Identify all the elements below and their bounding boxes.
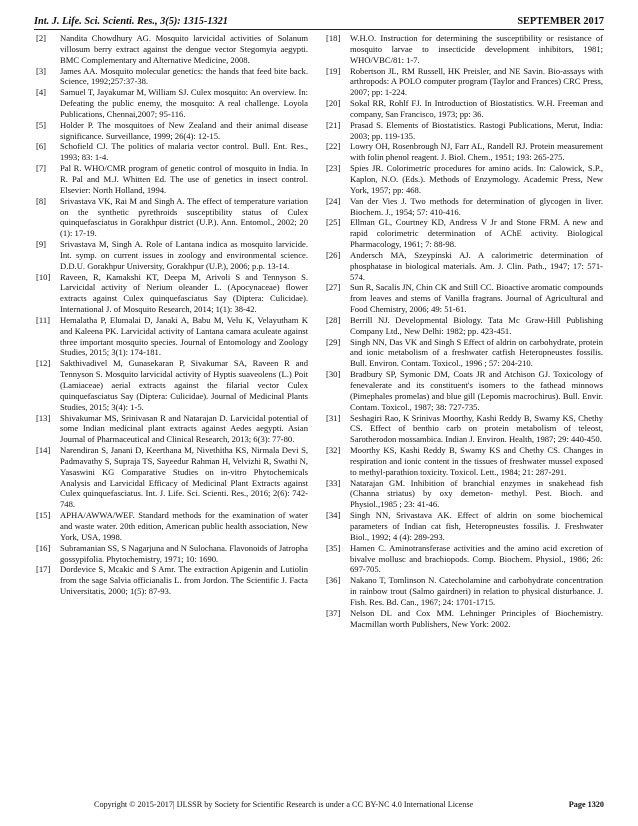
reference-number: [5] — [36, 119, 47, 130]
reference-text: Schofield CJ. The politics of malaria vector control. Bull. Ent. Res., 1993; 83: 1-4. — [60, 141, 308, 163]
reference-number: [4] — [36, 87, 47, 98]
reference-number: [25] — [326, 217, 341, 228]
reference-text: Spies JR. Colorimetric procedures for amino acids. In: Calowick, S.P., Kaplon, N.O. (Eds.). Methods of Enzymology. Academic Press, New York, 1957; pp: 468. — [350, 163, 603, 195]
reference-text: Samuel T, Jayakumar M, William SJ. Culex mosquito: An overview. In: Defeating the public enemy, the mosquito: A real challenge. Loyola Publications, Chennai,2007; 95-116. — [60, 87, 308, 119]
reference-text: Dordevice S, Mcakic and S Amr. The extraction Apigenin and Lutiolin from the sage Salvia officianalis L. from Jordon. The Scientific J. Facta Universitatis, 2000; 1(5): 87-93. — [60, 564, 308, 597]
reference-text: Bradbury SP, Symonic DM, Coats JR and Atchison GJ. Toxicology of fenevalerate and its constituent's isomers to the fathead minnows (Pimephales promelas) and blue gill (Lepomis macrochirus). Bull. Envir. Contam. Toxicol., 1987; 38: 727-735. — [350, 369, 603, 412]
reference-item — [326, 98, 603, 120]
reference-text: Pal R. WHO/CMR program of genetic control of mosquito in India. In R. Pal and M.J. Whitten Ed. The use of genetics in insect control. Elsevier: North Holland, 1994. — [60, 163, 308, 195]
reference-item — [326, 315, 603, 337]
reference-number: [6] — [36, 141, 47, 152]
reference-number: [13] — [36, 412, 51, 423]
reference-number: [21] — [326, 119, 341, 130]
reference-item — [326, 445, 603, 478]
reference-text: Sakthivadivel M, Gunasekaran P, Sivakumar SA, Raveen R and Tennyson S. Mosquito larvicidal activity of Hyptis suaveolens (L.) Poit (Lamiaceae) aerial extracts against the filarial vector Culex quinquefasciatus Say (Diptera: Culicidae). Journal of Medicinal Plants Studies, 2015; 3(4): 1-5. — [60, 358, 308, 412]
reference-number: [19] — [326, 65, 341, 76]
reference-text: Sokal RR, Rohlf FJ. In Introduction of Biostatistics. W.H. Freeman and company, San Francisco, 1973; pp: 36. — [350, 98, 603, 119]
reference-text: Moorthy KS, Kashi Reddy B, Swamy KS and Chethy CS. Changes in respiration and ionic content in the tissues of freshwater mussel exposed to methyl-parathion toxicity. Toxicol. Lett., 1984; 21: 287-291. — [350, 445, 603, 477]
reference-number: [29] — [326, 336, 341, 347]
issue-date: SEPTEMBER 2017 — [517, 16, 604, 27]
reference-item — [326, 575, 603, 608]
reference-item — [36, 358, 308, 412]
reference-number: [36] — [326, 575, 341, 586]
reference-item — [36, 315, 308, 358]
reference-number: [18] — [326, 33, 341, 43]
references-left-column — [36, 33, 308, 597]
reference-text: Subramanian SS, S Nagarjuna and N Sulochana. Flavonoids of Jatropha gossypifolia. Phytochemistry, 1971; 10: 1690. — [60, 542, 308, 564]
reference-number: [37] — [326, 607, 341, 618]
reference-text: W.H.O. Instruction for determining the susceptibility or resistance of mosquito larvae to insecticide development inhibitors, 1981; WHO/VBC/81: 1-7. — [350, 33, 603, 65]
reference-number: [8] — [36, 195, 47, 206]
reference-number: [26] — [326, 249, 341, 260]
reference-item — [326, 141, 603, 163]
reference-number: [34] — [326, 510, 341, 521]
reference-text: Raveen, R, Kamakshi KT, Deepa M, Arivoli S and Tennyson S. Larvicidal activity of Nerium oleander L. (Apocynaceae) flower extracts against Culex quinquefasciatus Say (Diptera: Culicidae). International J. of Mosquito Research, 2014; 1(1): 38-42. — [60, 271, 308, 315]
reference-item — [326, 282, 603, 315]
reference-item — [326, 478, 603, 511]
reference-text: Singh NN, Das VK and Singh S Effect of aldrin on carbohydrate, protein and ionic metabolism of a freshwater catfish Heteropneustes fossilis. Bull. Environ. Contam. Toxicol., 1996 ; 57: 204-210. — [350, 336, 603, 369]
reference-number: [27] — [326, 282, 341, 293]
reference-number: [30] — [326, 369, 341, 380]
reference-text: Ellman GL, Courtney KD, Andress V Jr and Stone FRM. A new and rapid colorimetric determination of AChE activity. Biological Pharmacology, 1961; 7: 88-98. — [350, 217, 603, 250]
reference-item — [36, 272, 308, 315]
reference-text: Seshagiri Rao, K Srinivas Moorthy, Kashi Reddy B, Swamy KS, Chethy CS. Effect of benthio carb on protein metabolism of teleost, Sarotherodon mossambica. Indian J. Environ. Health, 1987; 29: 440-450. — [350, 412, 603, 445]
reference-number: [31] — [326, 412, 341, 423]
reference-text: Srivastava M, Singh A. Role of Lantana indica as mosquito larvicide. Int. symp. on current issues in zoology and environmental science. D.D.U. Gorakhpur University, Gorakhpur (U.P.), 2006; p.p. 13-14. — [60, 239, 308, 271]
references-right-column — [326, 33, 603, 629]
reference-number: [33] — [326, 477, 341, 488]
reference-text: Shivakumar MS, Srinivasan R and Natarajan D. Larvicidal potential of some Indian medicinal plant extracts against Aedes aegypti. Asian Journal of Pharmaceutical and Clinical Research, 2013; 6(3): 77-80. — [60, 412, 308, 445]
reference-item — [326, 543, 603, 576]
reference-number: [11] — [36, 314, 50, 325]
page-footer — [34, 800, 604, 812]
reference-item — [326, 66, 603, 99]
reference-number: [23] — [326, 163, 341, 174]
reference-item — [36, 196, 308, 239]
reference-text: Berrill NJ. Developmental Biology. Tata Mc Graw-Hill Publishing Company Ltd., New Delhi: 1982; pp. 423-451. — [350, 314, 603, 336]
reference-item — [36, 564, 308, 597]
reference-text: Holder P. The mosquitoes of New Zealand and their animal disease significance. Surveillance, 1999; 26(4): 12-15. — [60, 119, 308, 141]
reference-item — [326, 33, 603, 66]
reference-text: Srivastava VK, Rai M and Singh A. The effect of temperature variation on the synthetic pyrethroids susceptibility status of Culex quinquefasciatus in Gorakhpur district (U.P.). Ann. Entomol., 2002; 20 (1): 17-19. — [60, 195, 308, 239]
reference-text: Prasad S. Elements of Biostatistics. Rastogi Publications, Merut, India: 2003; pp. 119-135. — [350, 119, 603, 141]
reference-item — [326, 369, 603, 412]
reference-item — [326, 510, 603, 543]
reference-text: APHA/AWWA/WEF. Standard methods for the examination of water and waste water. 20th edition, American public health association, New York, USA, 1998. — [60, 510, 308, 542]
reference-item — [326, 337, 603, 370]
reference-item — [36, 33, 308, 66]
reference-text: Hemalatha P, Elumalai D, Janaki A, Babu M, Velu K, Velayutham K and Kaleena PK. Larvicidal activity of Lantana camara aculeate against three important mosquito species. Journal of Entomology and Zoology Studies, 2015; 3(1): 174-181. — [60, 314, 308, 358]
reference-number: [32] — [326, 445, 341, 456]
reference-item — [36, 413, 308, 446]
reference-number: [16] — [36, 542, 51, 553]
reference-text: Nakano T, Tomlinson N. Catecholamine and carbohydrate concentration in rainbow trout (Salmo gairdneri) in relation to physical disturbance. J. Fish. Res. Bd. Can., 1967; 24: 1701-1715. — [350, 575, 603, 607]
reference-item — [326, 217, 603, 250]
page-number: Page 1320 — [568, 800, 604, 809]
reference-number: [24] — [326, 195, 341, 206]
reference-text: Nelson DL and Cox MM. Lehninger Principles of Biochemistry. Macmillan worth Publishers, New York: 2002. — [350, 607, 603, 629]
reference-item — [36, 87, 308, 120]
reference-item — [326, 608, 603, 630]
reference-text: Narendiran S, Janani D, Keerthana M, Nivethitha KS, Nirmala Devi S, Padmavathy S, Supraja TS, Sayeedur Rahman H, Velvizhi R, Swathi N, Yasaswini KG Comparative Studies on in-vitro Phytochemicals Analysis and Larvicidal Efficacy of Medicinal Plant Extracts against Culex quinquefasciatus. Int. J. Life. Sci. Scienti. Res., 2016; 2(6): 742-748. — [60, 445, 308, 510]
reference-text: Andersch MA, Szeypinski AJ. A calorimetric determination of phosphatase in biological materials. Am. J. Clin. Path., 1947; 17: 571-574. — [350, 249, 603, 282]
reference-number: [17] — [36, 564, 51, 575]
copyright-notice: Copyright © 2015-2017| IJLSSR by Society for Scientific Research is under a CC BY-NC 4.0 International License — [94, 800, 474, 809]
reference-text: Sun R, Sacalis JN, Chin CK and Still CC. Bioactive aromatic compounds from leaves and stems of Vanilla fragrans. Journal of Agricultural and Food Chemistry, 2006; 49: 51-61. — [350, 282, 603, 315]
reference-item — [36, 543, 308, 565]
reference-item — [326, 196, 603, 218]
reference-text: James AA. Mosquito molecular genetics: the hands that feed bite back. Science, 1992;257:37-38. — [60, 65, 308, 87]
reference-item — [36, 141, 308, 163]
reference-number: [22] — [326, 141, 341, 152]
reference-text: Nandita Chowdhury AG. Mosquito larvicidal activities of Solanum villosum berry extract against the dengue vector Stegomyia aegypti. BMC Complementary and Alternative Medicine, 2008. — [60, 33, 308, 65]
reference-text: Hamen C. Aminotransferase activities and the amino acid excretion of bivalve mollusc and brachiopods. Comp. Biochem. Physiol., 1986; 26: 697-705. — [350, 542, 603, 575]
reference-number: [28] — [326, 314, 341, 325]
reference-number: [15] — [36, 510, 51, 521]
reference-text: Singh NN, Srivastava AK. Effect of aldrin on some biochemical parameters of Indian cat fish, Heteropneustes fossilis. J. Freshwater Biol., 1992; 4 (4): 289-293. — [350, 510, 603, 542]
reference-number: [20] — [326, 98, 341, 109]
reference-item — [326, 120, 603, 142]
header-rule — [34, 29, 604, 30]
journal-citation: Int. J. Life. Sci. Scienti. Res., 3(5): 1315-1321 — [34, 16, 228, 27]
reference-number: [7] — [36, 163, 47, 174]
reference-text: Natarajan GM. Inhibition of branchial enzymes in snakehead fish (Channa striatus) by oxy demeton- methyl. Pest. Bioch. and Physiol.,1985 ; 23: 41-46. — [350, 477, 603, 510]
reference-text: Van der Vies J. Two methods for determination of glycogen in liver. Biochem. J., 1954; 57: 410-416. — [350, 195, 603, 217]
reference-item — [36, 163, 308, 196]
reference-number: [12] — [36, 358, 51, 369]
reference-number: [2] — [36, 33, 47, 43]
reference-number: [3] — [36, 65, 47, 76]
reference-text: Lowry OH, Rosenbrough NJ, Farr AL, Randell RJ. Protein measurement with folin phenol reagent. J. Biol. Chem., 1951; 193: 265-275. — [350, 141, 603, 163]
reference-item — [36, 66, 308, 88]
reference-item — [326, 163, 603, 196]
reference-number: [9] — [36, 239, 47, 250]
reference-item — [326, 413, 603, 446]
reference-item — [36, 445, 308, 510]
reference-number: [10] — [36, 271, 51, 282]
reference-item — [36, 510, 308, 543]
reference-item — [326, 250, 603, 283]
reference-item — [36, 239, 308, 272]
reference-text: Robertson JL, RM Russell, HK Preisler, and NE Savin. Bio-assays with arthropods: A POLO computer program (Taylor and Frances) CRC Press, 2007; pp: 1-224. — [350, 65, 603, 98]
reference-number: [35] — [326, 542, 341, 553]
running-header — [34, 16, 604, 30]
reference-number: [14] — [36, 445, 51, 456]
reference-item — [36, 120, 308, 142]
